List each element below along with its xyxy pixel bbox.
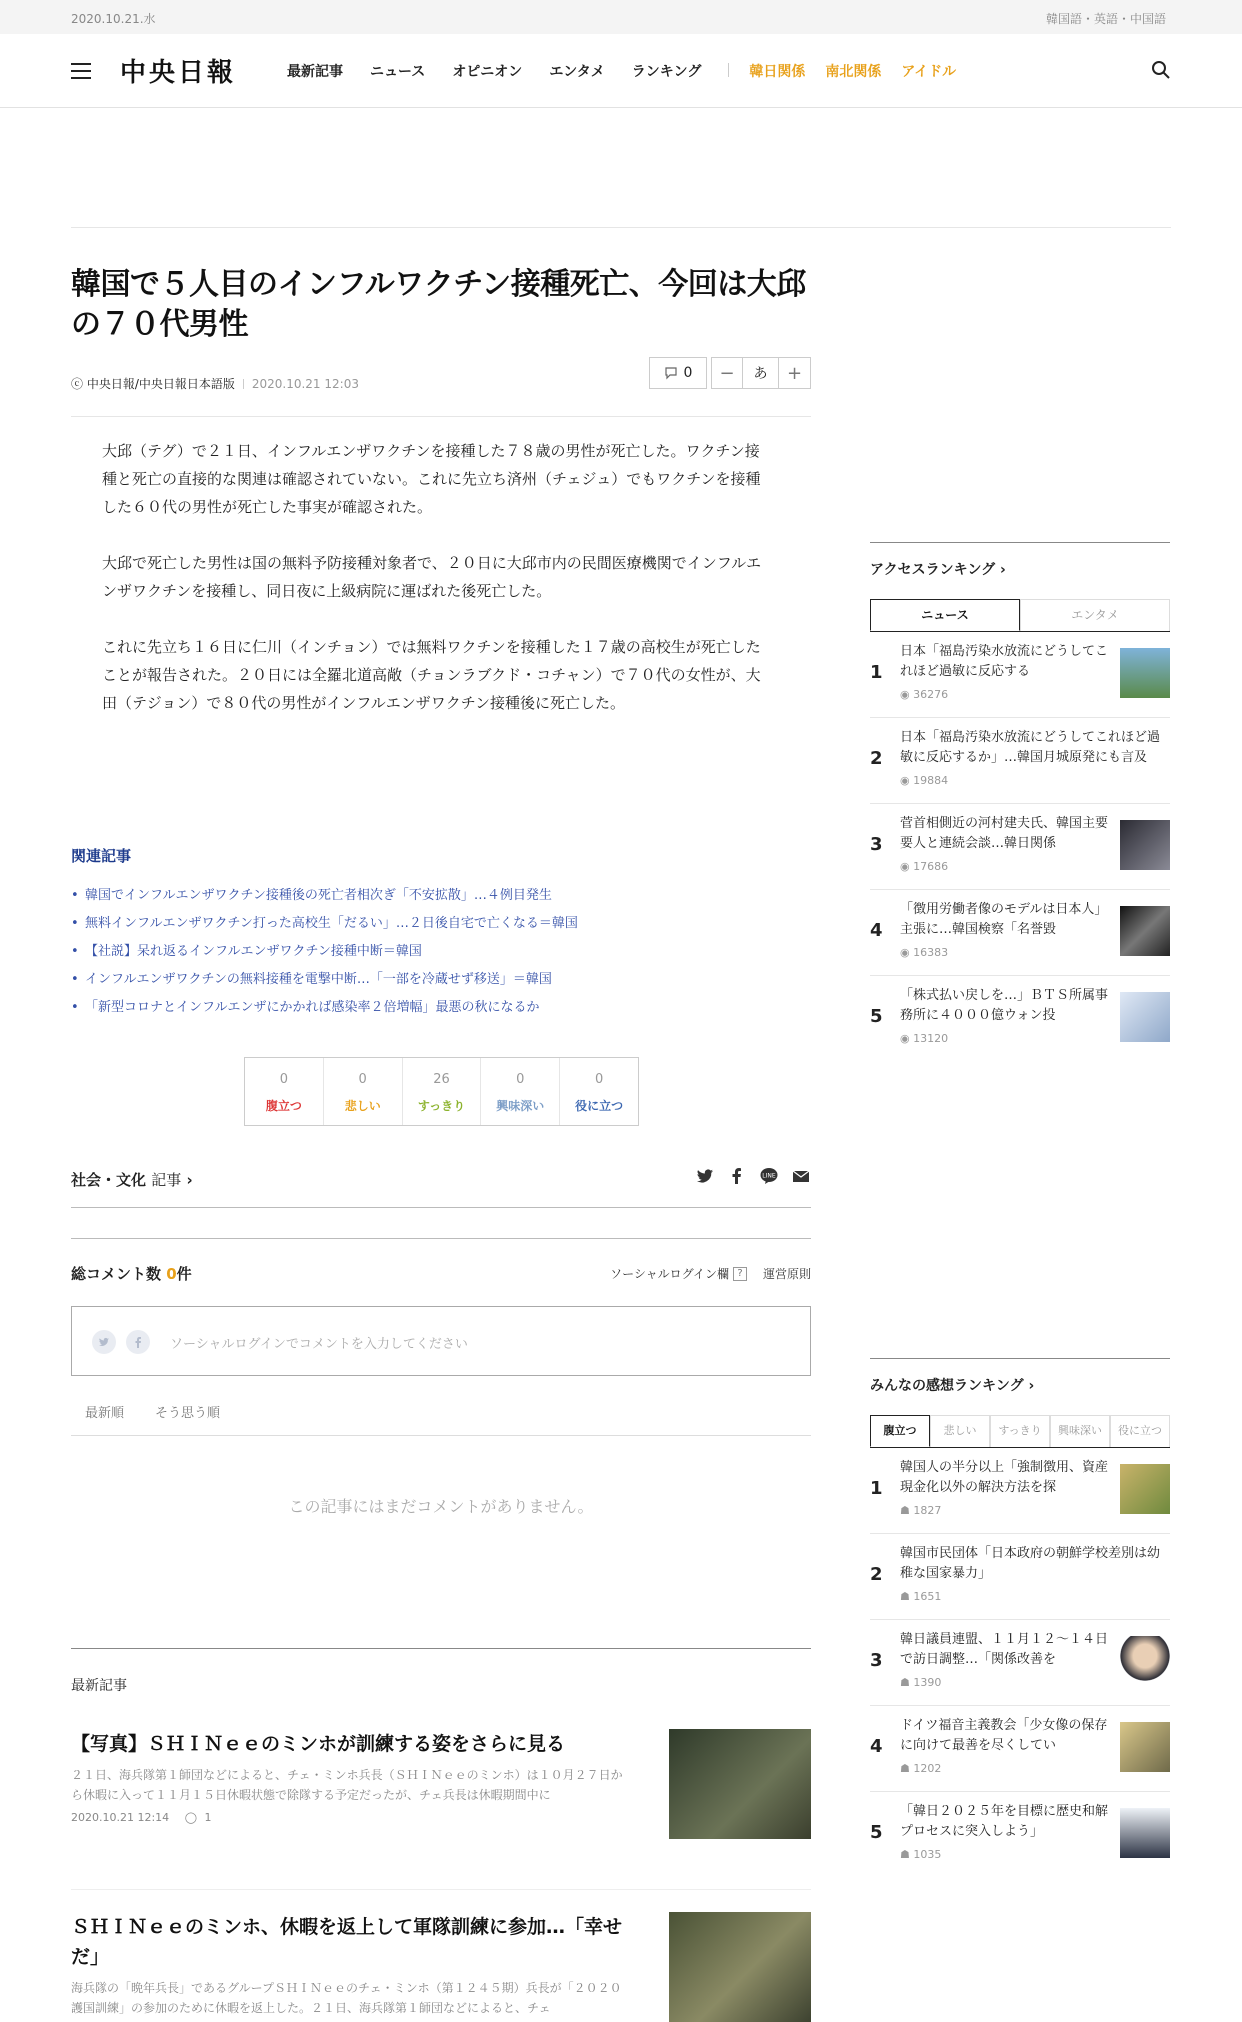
comment-input-box[interactable]: [71, 1306, 811, 1376]
rank-view-count: 17686: [913, 860, 949, 873]
menu-idol[interactable]: アイドル: [901, 64, 957, 80]
social-login-link[interactable]: ソーシャルログイン欄: [610, 1267, 729, 1281]
related-link[interactable]: • 「新型コロナとインフルエンザにかかれば感染率２倍増幅」最悪の秋になるか: [71, 994, 811, 1022]
tab-refreshed[interactable]: すっきり: [990, 1415, 1050, 1447]
ranking-item[interactable]: [870, 1448, 1170, 1534]
rank-title[interactable]: 日本「福島汚染水放流にどうしてこれほど過敏に反応する: [900, 644, 1109, 679]
search-icon[interactable]: [1151, 60, 1171, 80]
rank-number: 1: [870, 1478, 883, 1499]
no-comments-message: この記事にはまだコメントがありません。: [288, 1497, 594, 1516]
news-title[interactable]: ＳＨＩＮｅｅのミンホ、休暇を返上して軍隊訓練に参加…「幸せだ」: [71, 1916, 623, 1968]
news-thumbnail[interactable]: [669, 1912, 811, 2022]
article-paragraph: これに先立ち１６日に仁川（インチョン）では無料ワクチンを接種した１７歳の高校生が死亡したことが報告された。２０日には全羅北道高敞（チョンラブクド・コチャン）で７０代の女性が、大田（テジョン）で８０代の男性がインフルエンザワクチン接種後に死亡した。: [102, 638, 761, 712]
article-paragraph: 大邱で死亡した男性は国の無料予防接種対象者で、２０日に大邱市内の民間医療機関でインフルエンザワクチンを接種し、同日夜に上級病院に運ばれた後死亡した。: [102, 554, 762, 600]
help-icon[interactable]: ?: [733, 1267, 747, 1281]
rank-number: 5: [870, 1006, 883, 1027]
font-label: あ: [743, 357, 779, 389]
sort-agree[interactable]: そう思う順: [155, 1406, 221, 1421]
reaction-label: 悲しい: [344, 1099, 381, 1113]
reaction-angry[interactable]: [245, 1058, 324, 1125]
reaction-label: すっきり: [417, 1099, 466, 1113]
article-title: 韓国で５人目のインフルワクチン接種死亡、今回は大邱の７０代男性: [71, 267, 806, 342]
news-item[interactable]: [71, 1889, 811, 2018]
latest-articles: [71, 1648, 811, 2015]
rank-title[interactable]: 韓国人の半分以上「強制徴用、資産現金化以外の解決方法を探: [900, 1460, 1109, 1495]
reaction-buttons: [244, 1057, 639, 1126]
rank-number: 2: [870, 748, 883, 769]
rank-reactions: ☗ 1390: [900, 1676, 942, 1689]
ranking-item[interactable]: [870, 1534, 1170, 1620]
ranking-item[interactable]: [870, 1620, 1170, 1706]
tab-interesting[interactable]: 興味深い: [1050, 1415, 1110, 1447]
related-link[interactable]: • 韓国でインフルエンザワクチン接種後の死亡者相次ぎ「不安拡散」…４例目発生: [71, 882, 811, 910]
rank-views: ◉ 19884: [900, 774, 949, 787]
rank-view-count: 16383: [913, 946, 949, 959]
reaction-count: 0: [594, 1072, 604, 1087]
reaction-count: 0: [279, 1072, 289, 1087]
tab-news[interactable]: ニュース: [870, 599, 1020, 631]
rank-reactions: ☗ 1827: [900, 1504, 942, 1517]
rank-reactions: ☗ 1035: [900, 1848, 942, 1861]
reaction-count: 0: [358, 1072, 367, 1087]
rank-reaction-count: 1651: [913, 1590, 942, 1603]
rank-title[interactable]: 「韓日２０２５年を目標に歴史和解プロセスに突入しよう」: [900, 1804, 1109, 1839]
rank-reaction-count: 1390: [913, 1676, 942, 1689]
comments-total: 0: [166, 1265, 177, 1283]
related-articles: [71, 845, 811, 1022]
twitter-icon[interactable]: [695, 1166, 715, 1186]
rank-number: 4: [870, 920, 883, 941]
rank-reactions: ☗ 1202: [900, 1762, 942, 1775]
menu-ranking[interactable]: ランキング: [631, 64, 702, 80]
rank-views: ◉ 17686: [900, 860, 949, 873]
menu-divider: [728, 63, 729, 77]
comments-header: [71, 1238, 811, 1283]
rank-views: ◉ 13120: [900, 1032, 949, 1045]
rank-title[interactable]: 菅首相側近の河村建夫氏、韓国主要要人と連続会談…韓日関係: [900, 816, 1109, 851]
news-comment-count: 1: [204, 1811, 212, 1824]
ranking-item[interactable]: [870, 804, 1170, 890]
ranking-item[interactable]: [870, 976, 1170, 1062]
access-ranking-title: アクセスランキング: [870, 562, 996, 578]
reaction-label: 腹立つ: [265, 1099, 302, 1113]
ranking-item[interactable]: [870, 718, 1170, 804]
reaction-sad[interactable]: [324, 1058, 403, 1125]
reaction-label: 興味深い: [496, 1099, 545, 1113]
main-menu: [287, 61, 976, 81]
news-title[interactable]: 【写真】ＳＨＩＮｅｅのミンホが訓練する姿をさらに見る: [71, 1733, 566, 1755]
related-link[interactable]: • インフルエンザワクチンの無料接種を電撃中断…「一部を冷蔵せず移送」＝韓国: [71, 966, 811, 994]
byline-divider: [243, 379, 244, 389]
line-icon[interactable]: [759, 1166, 779, 1186]
twitter-login-icon[interactable]: [92, 1330, 116, 1354]
rank-views: ◉ 16383: [900, 946, 949, 959]
reaction-interesting[interactable]: [481, 1058, 560, 1125]
comment-placeholder: ソーシャルログインでコメントを入力してください: [170, 1337, 468, 1352]
emotion-ranking-tabs: [870, 1415, 1170, 1448]
related-link[interactable]: • 無料インフルエンザワクチン打った高校生「だるい」…２日後自宅で亡くなる＝韓国: [71, 910, 811, 938]
hamburger-menu-icon[interactable]: [71, 63, 91, 79]
comment-icon: [664, 366, 678, 380]
global-nav: [0, 34, 1242, 108]
rank-thumbnail[interactable]: [1120, 820, 1170, 870]
rank-thumbnail[interactable]: [1120, 992, 1170, 1042]
category-link[interactable]: 社会・文化 記事 ›: [71, 1171, 193, 1189]
tab-sad[interactable]: 悲しい: [930, 1415, 990, 1447]
rank-number: 2: [870, 1564, 883, 1585]
comment-count-button[interactable]: [649, 357, 707, 389]
rank-reactions: ☗ 1651: [900, 1590, 942, 1603]
article-body: [71, 417, 811, 717]
comments-tools: [610, 1265, 811, 1282]
ranking-item[interactable]: [870, 632, 1170, 718]
access-ranking-heading[interactable]: アクセスランキング ›: [870, 542, 1170, 579]
latest-heading: 最新記事: [71, 1678, 127, 1694]
menu-north-south[interactable]: 南北関係: [825, 64, 882, 80]
comments-title: [71, 1263, 192, 1284]
category-suffix: 記事: [151, 1171, 182, 1189]
rank-reaction-count: 1202: [913, 1762, 942, 1775]
category-bar: [71, 1152, 811, 1208]
news-summary: ２１日、海兵隊第１師団などによると、チェ・ミンホ兵長（ＳＨＩＮｅｅのミンホ）は１０月２７日から休暇に入って１１月１５日休暇状態で除隊する予定だったが、チェ兵長は休暇期間中に: [71, 1768, 623, 1802]
article-tools: [645, 357, 811, 389]
news-thumbnail[interactable]: [669, 1729, 811, 1839]
rank-number: 1: [870, 662, 883, 683]
comment-icon: ◯: [184, 1811, 197, 1824]
rank-number: 3: [870, 1650, 883, 1671]
rank-number: 5: [870, 1822, 883, 1843]
rank-reaction-count: 1827: [913, 1504, 942, 1517]
tab-entertainment[interactable]: エンタメ: [1020, 599, 1170, 631]
menu-opinion[interactable]: オピニオン: [452, 64, 523, 80]
current-date: 2020.10.21.水: [71, 12, 156, 26]
emotion-ranking-title: みんなの感想ランキング: [870, 1378, 1024, 1394]
rank-title[interactable]: 日本「福島汚染水放流にどうしてこれほど過敏に反応するか」…韓国月城原発にも言及: [900, 730, 1161, 765]
top-bar: [0, 0, 1242, 34]
related-link[interactable]: • 【社説】呆れ返るインフルエンザワクチン接種中断＝韓国: [71, 938, 811, 966]
news-item[interactable]: [71, 1729, 811, 1824]
tab-useful[interactable]: 役に立つ: [1110, 1415, 1170, 1447]
rank-reaction-count: 1035: [913, 1848, 942, 1861]
tab-angry[interactable]: 腹立つ: [870, 1415, 930, 1447]
site-logo[interactable]: 中央日報: [120, 58, 237, 88]
comments-title-prefix: 総コメント数: [71, 1265, 167, 1283]
access-ranking-tabs: [870, 599, 1170, 632]
rank-thumbnail[interactable]: [1120, 648, 1170, 698]
rank-views: ◉ 36276: [900, 688, 949, 701]
category-name: 社会・文化: [71, 1171, 147, 1189]
policy-link[interactable]: 運営原則: [762, 1267, 811, 1281]
news-time: 2020.10.21 12:14: [71, 1811, 170, 1824]
menu-latest[interactable]: 最新記事: [287, 64, 343, 80]
facebook-login-icon[interactable]: [126, 1330, 150, 1354]
rank-view-count: 19884: [913, 774, 949, 787]
reaction-count: 0: [516, 1072, 525, 1087]
facebook-icon[interactable]: [727, 1166, 747, 1186]
svg-text:LINE: LINE: [762, 1172, 776, 1180]
ad-area: [71, 108, 1171, 228]
menu-news[interactable]: ニュース: [370, 64, 426, 80]
rank-title[interactable]: 「株式払い戻しを…」ＢＴＳ所属事務所に４０００億ウォン投: [900, 988, 1109, 1023]
ranking-item[interactable]: [870, 1706, 1170, 1792]
emotion-ranking-heading[interactable]: みんなの感想ランキング ›: [870, 1358, 1170, 1395]
ranking-item[interactable]: [870, 890, 1170, 976]
article-paragraph: 大邱（テグ）で２１日、インフルエンザワクチンを接種した７８歳の男性が死亡した。ワクチン接種と死亡の直接的な関連は確認されていない。これに先立ち済州（チェジュ）でもワクチンを接種した６０代の男性が死亡した事実が確認された。: [102, 442, 761, 516]
rank-title[interactable]: 「徴用労働者像のモデルは日本人」主張に…韓国検察「名誉毀: [900, 902, 1108, 937]
reaction-count: 26: [433, 1072, 450, 1087]
reaction-useful[interactable]: [560, 1058, 638, 1125]
rank-thumbnail[interactable]: [1120, 1464, 1170, 1514]
rank-title[interactable]: ドイツ福音主義教会「少女像の保存に向けて最善を尽くしてい: [900, 1718, 1108, 1753]
article-source: ⓒ 中央日報/中央日報日本語版: [71, 377, 235, 391]
ranking-item[interactable]: [870, 1792, 1170, 1878]
sort-newest[interactable]: 最新順: [85, 1406, 125, 1421]
comment-sort: [71, 1398, 811, 1436]
emotion-ranking: [870, 1358, 1170, 1878]
rank-title[interactable]: 韓日議員連盟、１１月１２～１４日で訪日調整…「関係改善を: [900, 1632, 1109, 1667]
rank-thumbnail[interactable]: [1120, 906, 1170, 956]
rank-thumbnail[interactable]: [1120, 1808, 1170, 1858]
language-links[interactable]: 韓国語・英語・中国語: [1045, 12, 1166, 26]
menu-entertainment[interactable]: エンタメ: [549, 64, 605, 80]
rank-thumbnail[interactable]: [1120, 1636, 1170, 1686]
font-decrease-button[interactable]: −: [711, 357, 743, 389]
rank-view-count: 36276: [913, 688, 949, 701]
comments-title-suffix: 件: [176, 1265, 192, 1283]
comment-count: 0: [683, 365, 693, 381]
rank-thumbnail[interactable]: [1120, 1722, 1170, 1772]
access-ranking: [870, 542, 1170, 1062]
article: [71, 265, 811, 745]
reaction-label: 役に立つ: [575, 1099, 624, 1113]
menu-korea-japan[interactable]: 韓日関係: [749, 64, 806, 80]
font-increase-button[interactable]: +: [779, 357, 811, 389]
share-buttons: [683, 1166, 811, 1186]
rank-number: 3: [870, 834, 883, 855]
article-timestamp: 2020.10.21 12:03: [251, 376, 359, 391]
rank-view-count: 13120: [913, 1032, 949, 1045]
mail-icon[interactable]: [791, 1166, 811, 1186]
reaction-refreshed[interactable]: [403, 1058, 482, 1125]
rank-number: 4: [870, 1736, 883, 1757]
related-heading: 関連記事: [71, 847, 132, 865]
rank-title[interactable]: 韓国市民団体「日本政府の朝鮮学校差別は幼稚な国家暴力」: [900, 1546, 1161, 1581]
news-summary: 海兵隊の「晩年兵長」であるグループＳＨＩＮｅｅのチェ・ミンホ（第１２４５期）兵長が「２０２０護国訓練」の参加のために休暇を返上した。２１日、海兵隊第１師団などによると、チェ: [71, 1981, 622, 2015]
